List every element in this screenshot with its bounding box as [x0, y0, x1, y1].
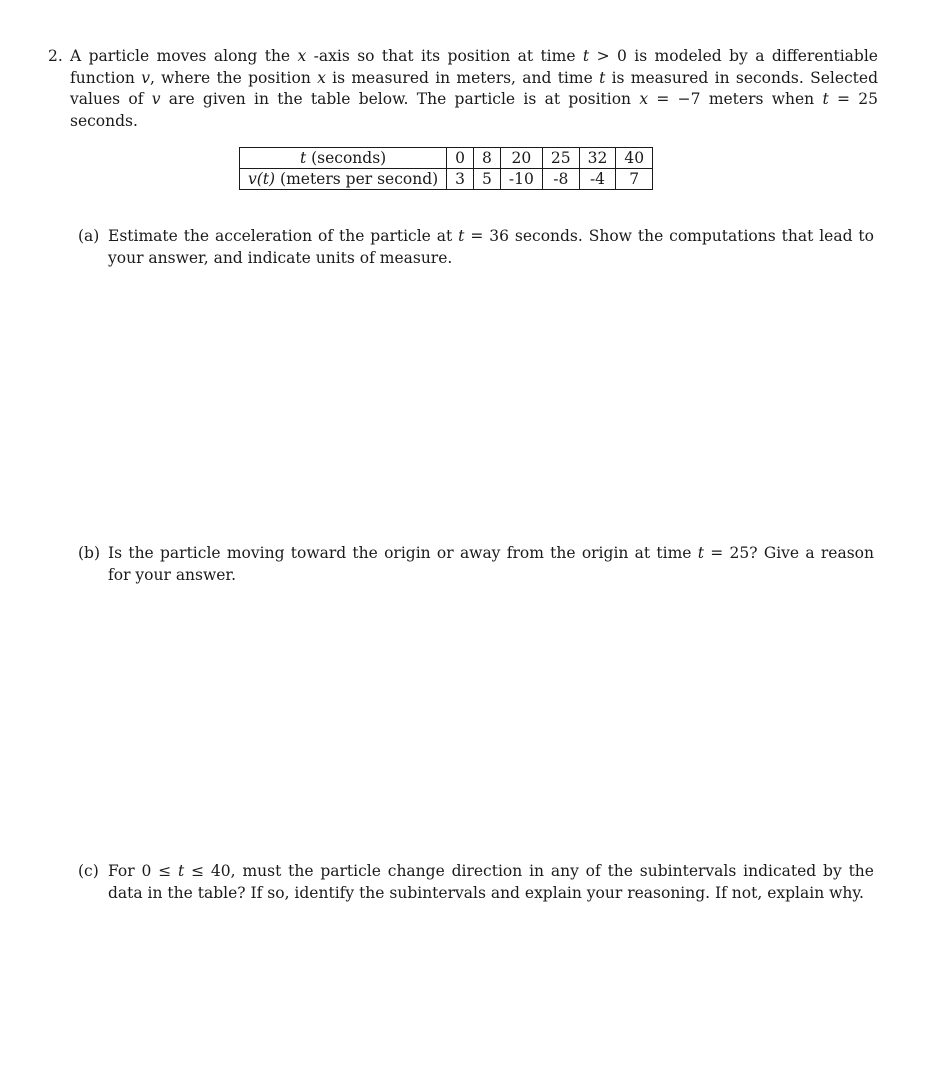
velocity-table — [239, 147, 653, 190]
table-cell: 7 — [616, 169, 653, 190]
table-cell: 3 — [447, 169, 474, 190]
part-c-tag: (c) — [78, 862, 99, 880]
table-row-velocity — [240, 169, 653, 190]
table-cell: -4 — [579, 169, 616, 190]
table-cell: -10 — [500, 169, 542, 190]
table-cell: 5 — [474, 169, 501, 190]
part-b-tag: (b) — [78, 544, 101, 562]
part-a-question: Estimate the acceleration of the particle at t = 36 seconds. Show the computations that lead to your answer, and indicate units of measure. — [108, 227, 874, 267]
table-cell: 8 — [474, 148, 501, 169]
table-cell: 0 — [447, 148, 474, 169]
table-header-velocity: v(t) (meters per second) — [240, 169, 447, 190]
table-row-time — [240, 148, 653, 169]
part-b-question: Is the particle moving toward the origin or away from the origin at time t = 25? Give a reason for your answer. — [108, 544, 874, 584]
table-cell: 20 — [500, 148, 542, 169]
table-cell: 32 — [579, 148, 616, 169]
part-b — [78, 543, 874, 586]
part-c — [78, 861, 874, 904]
table-cell: 40 — [616, 148, 653, 169]
part-a-tag: (a) — [78, 227, 100, 245]
table-cell: -8 — [542, 169, 579, 190]
part-c-question: For 0 ≤ t ≤ 40, must the particle change direction in any of the subintervals indicated by the data in the table? If so, identify the subintervals and explain your reasoning. If not, explain why. — [108, 862, 874, 902]
problem-intro: A particle moves along the x -axis so that its position at time t > 0 is modeled by a differentiable function v, where the position x is measured in meters, and time t is measured in seconds. Selected values of v are given in the table below. The particle is at position x = −7 meters when t = 25 seconds. — [70, 47, 878, 130]
part-a — [78, 226, 874, 269]
table-header-time: t (seconds) — [240, 148, 447, 169]
table-cell: 25 — [542, 148, 579, 169]
problem-statement — [48, 46, 878, 132]
problem-number: 2. — [48, 47, 63, 65]
